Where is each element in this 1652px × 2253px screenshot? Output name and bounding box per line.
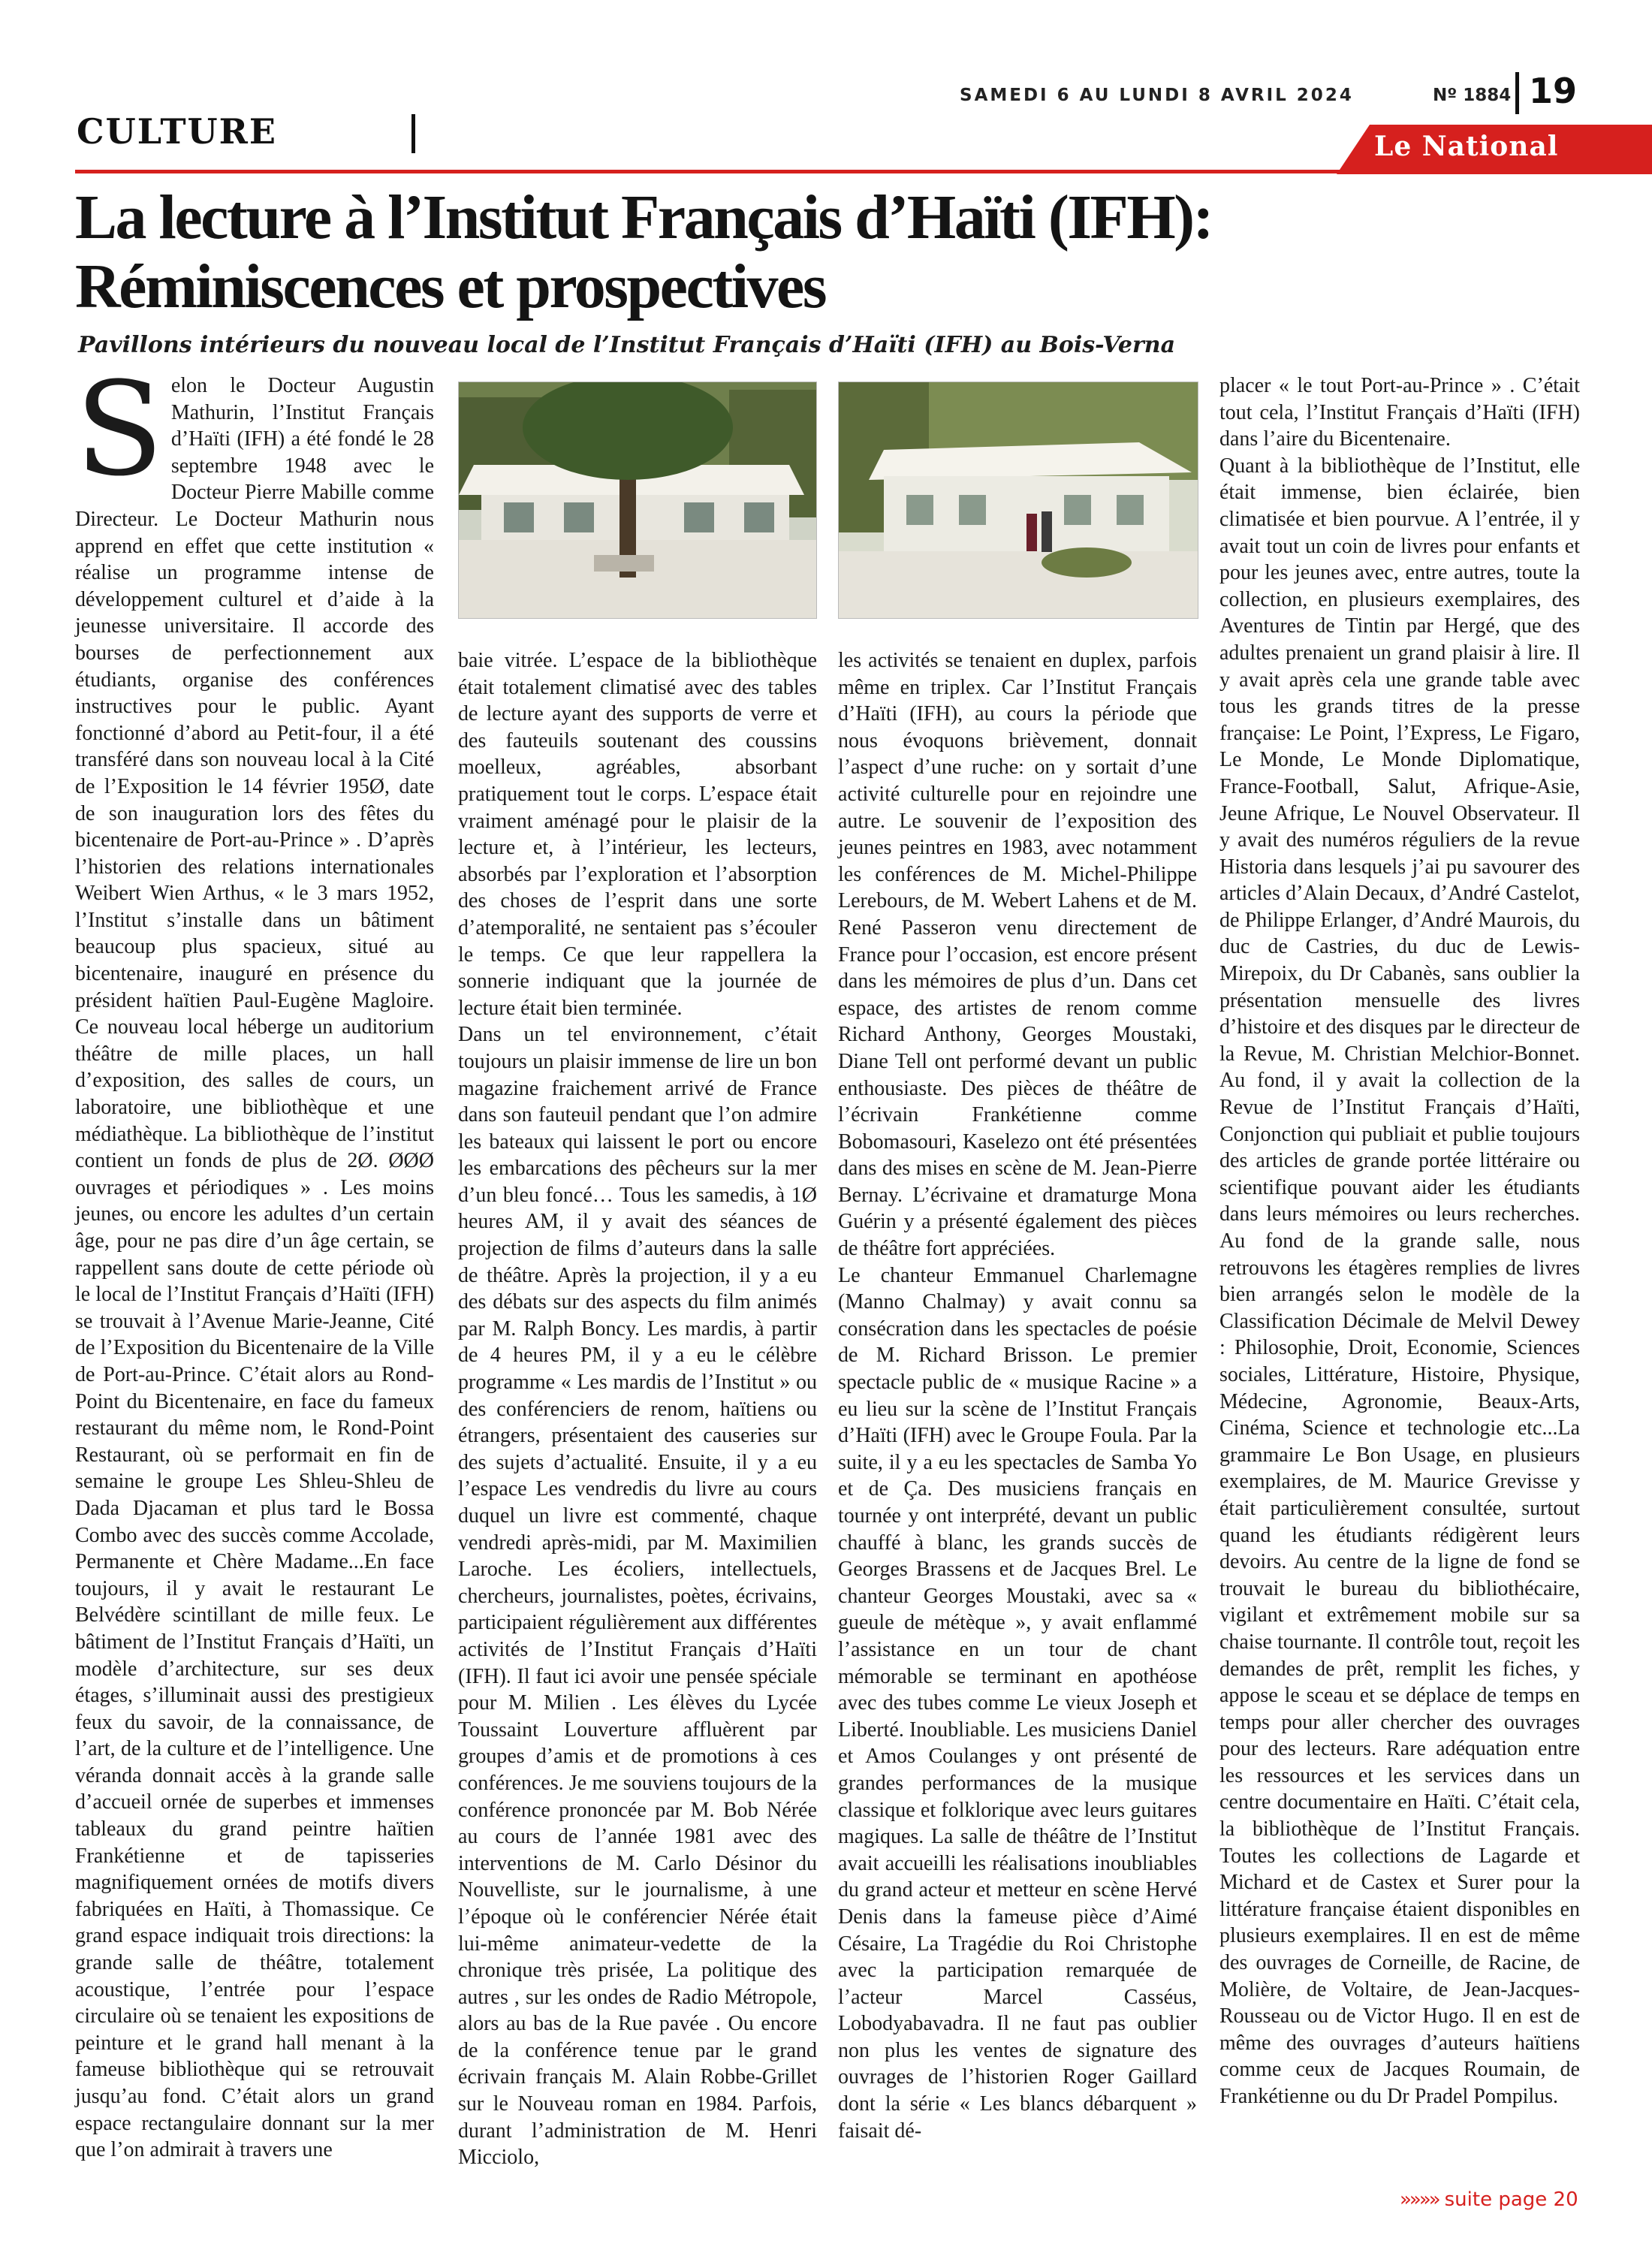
- paragraph: les activités se tenaient en duplex, parfois même en triplex. Car l’Institut Français d’Haïti (IFH), au cours la période que nous évoquons brièvement, donnait l’aspect d’une ruche: on y sortait d’une activité culturelle pour en rejoindre une autre. Le souvenir de l’exposition des jeunes peintres en 1983, avec notamment les conférences de M. Michel-Philippe Lerebours, de M. Webert Lahens et de M. René Passeron venu directement de France pour l’occasion, est encore présent dans les mémoires de plus d’un. Dans cet espace, des artistes de renom comme Richard Anthony, Georges Moustaki, Diane Tell ont performé devant un public enthousiaste. Des pièces de théâtre de l’écrivain Frankétienne comme Bobomasouri, Kaselezo ont été présentées dans des mises en scène de M. Jean-Pierre Bernay. L’écrivaine et dramaturge Mona Guérin y a présenté également des pièces de théâtre fort appréciées.: [838, 649, 1197, 1261]
- paragraph: Dans un tel environnement, c’était toujours un plaisir immense de lire un bon magazine fraichement arrivé de France dans son fauteuil pendant que l’on admire les bateaux qui laissent le port ou encore les embarcations des pêcheurs sur la mer d’un bleu foncé… Tous les samedis, à 1Ø heures AM, il y avait des séances de projection de films d’auteurs dans la salle de théâtre. Après la projection, il y a eu des débats sur des aspects du film animés par M. Ralph Boncy. Les mardis, à partir de 4 heures PM, il y a eu le célèbre programme « Les mardis de l’Institut » ou des conférenciers de renom, haïtiens ou étrangers, présentaient des causeries sur des sujets d’actualité. Ensuite, il y a eu l’espace Les vendredis du livre au cours duquel un livre est commenté, chaque vendredi après-midi, par M. Maximilien Laroche. Les écoliers, intellectuels, chercheurs, journalistes, poètes, écrivains, participaient régulièrement aux différentes activités de l’Institut Français d’Haïti (IFH). Il faut ici avoir une pensée spéciale pour M. Milien . Les élèves du Lycée Toussaint Louverture affluèrent par groupes d’amis et de promotions à ces conférences. Je me souviens toujours de la conférence prononcée par M. Bob Nérée au cours de l’année 1981 avec des interventions de M. Carlo Désinor du Nouvelliste, sur le journalisme, à une l’époque où le conférencier Nérée était lui-même animateur-vedette de la chronique très prisée, La politique des autres , sur les ondes de Radio Métropole, alors au bas de la Rue pavée . Ou encore de la conférence tenue par le grand écrivain français M. Alain Robbe-Grillet sur le Nouveau roman en 1984. Parfois, durant l’administration de M. Henri Micciolo,: [458, 1023, 817, 2170]
- paragraph: Le chanteur Emmanuel Charlemagne (Manno Chalmay) y avait connu sa consécration dans les spectacles de poésie de M. Richard Brisson. Le premier spectacle public de « musique Racine » a eu lieu sur la scène de l’Institut Français d’Haïti (IFH) avec le Groupe Foula. Par la suite, il y a eu les spectacles de Samba Yo et de Ça. Des musiciens français en tournée y ont interprété, devant un public chauffé à blanc, les grands succès de Georges Brassens et de Jacques Brel. Le chanteur Georges Moustaki, avec sa « gueule de métèque », y avait enflammé l’assistance en un tour de chant mémorable se terminant en apothéose avec des tubes comme Le vieux Joseph et Liberté. Inoubliable. Les musiciens Daniel et Amos Coulanges y ont présenté de grandes performances de la musique classique et folklorique avec leurs guitares magiques. La salle de théâtre de l’Institut avait accueilli les réalisations inoubliables du grand acteur et metteur en scène Hervé Denis dans la fameuse pièce d’Aimé Césaire, La Tragédie du Roi Christophe avec la participation remarquée de l’acteur Marcel Casséus, Lobodyabavadra. Il ne faut pas oublier non plus les ventes de signature des ouvrages de l’historien Roger Gaillard dont la série « Les blancs débarquent » faisait dé-: [838, 1263, 1197, 2143]
- header-rule: [75, 170, 1577, 173]
- section-divider: [411, 114, 415, 153]
- article-column-2: [458, 647, 817, 2171]
- paragraph: elon le Docteur Augustin Mathurin, l’Institut Français d’Haïti (IFH) a été fondé le 28 septembre 1948 avec le Docteur Pierre Mabille comme Directeur. Le Docteur Mathurin nous apprend en effet que cette institution « réalise un programme intense de développement culturel et d’aide à la jeunesse universitaire. Il accorde des bourses de perfectionnement aux étudiants, organise des conférences instructives pour le public. Ayant fonctionné d’abord au Petit-four, il a été transféré dans son nouveau local à la Cité de l’Exposition le 14 février 195Ø, date de son inauguration lors des fêtes du bicentenaire de Port-au-Prince » . D’après l’historien des relations internationales Weibert Wien Arthus, « le 3 mars 1952, l’Institut s’installe dans un bâtiment beaucoup plus spacieux, situé au bicentenaire, inauguré en présence du président haïtien Paul-Eugène Magloire. Ce nouveau local héberge un auditorium théâtre de mille places, un hall d’exposition, des salles de cours, un laboratoire, une bibliothèque et une médiathèque. La bibliothèque de l’institut contient un fonds de plus de 2Ø. ØØØ ouvrages et périodiques » . Les moins jeunes, ou encore les adultes d’un certain âge, pour ne pas dire d’un âge certain, se rappellent sans doute de cette période où le local de l’Institut Français d’Haïti (IFH) se trouvait à l’Avenue Marie-Jeanne, Cité de l’Exposition du Bicentenaire de la Ville de Port-au-Prince. C’était alors au Rond-Point du Bicentenaire, en face du fameux restaurant du même nom, le Rond-Point Restaurant, où se performait en fin de semaine le groupe Les Shleu-Shleu de Dada Djacaman et plus tard le Bossa Combo avec des succès comme Accolade, Permanente et Chère Madame...En face toujours, il y avait le restaurant Le Belvédère scintillant de mille feux. Le bâtiment de l’Institut Français d’Haïti, un modèle d’architecture, sur ses deux étages, s’illuminait aussi des prestigieux feux du savoir, de la connaissance, de l’art, de la culture et de l’intelligence. Une véranda donnait accès à la grande salle d’accueil ornée de superbes et immenses tableaux du grand peintre haïtien Frankétienne et de tapisseries magnifiquement ornées de motifs divers fabriquées en Haïti, à Thomassique. Ce grand espace indiquait trois directions: la grande salle de théâtre, totalement acoustique, l’entrée pour l’espace circulaire où se tenaient les expositions de peinture et le grand hall menant à la fameuse bibliothèque qui se retrouvait jusqu’au fond. C’était alors un grand espace rectangulaire donnant sur la mer que l’on admirait à travers une: [75, 374, 434, 2162]
- continued-label: suite page 20: [1444, 2188, 1578, 2211]
- continued-link[interactable]: [1400, 2188, 1578, 2211]
- issue-date: SAMEDI 6 AU LUNDI 8 AVRIL 2024: [960, 86, 1354, 105]
- article-subtitle: Pavillons intérieurs du nouveau local de l’Institut Français d’Haïti (IFH) au Bois-Verna: [78, 332, 1176, 358]
- article-column-3: [838, 647, 1197, 2144]
- article-column-1: [75, 354, 434, 2164]
- page-number: 19: [1529, 71, 1578, 111]
- publication-name: Le National: [1374, 131, 1559, 162]
- courtyard-photo-left: [458, 382, 817, 619]
- paragraph: Quant à la bibliothèque de l’Institut, elle était immense, bien éclairée, bien climatisée et bien pourvue. A l’entrée, il y avait tout un coin de livres pour enfants et pour les jeunes avec, entre autres, toute la collection, en plusieurs exemplaires, des Aventures de Tintin par Hergé, que des adultes prenaient un grand plaisir à lire. Il y avait après cela une grande table avec tous les grands titres de la presse française: Le Point, l’Express, Le Figaro, Le Monde, Le Monde Diplomatique, France-Football, Salut, Afrique-Asie, Jeune Afrique, Le Nouvel Observateur. Il y avait des numéros réguliers de la revue Historia dans lesquels j’ai pu savourer des articles d’Alain Decaux, d’André Castelot, de Philippe Erlanger, d’André Maurois, du duc de Castries, du duc de Lewis-Mirepoix, du Dr Cabanès, sans oublier la présentation mensuelle des livres d’histoire et des disques par le directeur de la Revue, M. Christian Melchior-Bonnet. Au fond, il y avait la collection de la Revue de l’Institut Français d’Haïti, Conjonction qui publiait et publie toujours des articles de grande portée littéraire ou scientifique pouvant aider les étudiants dans leurs mémoires ou leurs recherches. Au fond de la grande salle, nous retrouvons les étagères remplies de livres bien arrangés selon le modèle de la Classification Décimale de Melvil Dewey : Philosophie, Droit, Economie, Sciences sociales, Littérature, Histoire, Physique, Médecine, Agronomie, Beaux-Arts, Cinéma, Science et technologie etc...La grammaire Le Bon Usage, en plusieurs exemplaires, de M. Maurice Grevisse y était particulièrement consultée, surtout quand les étudiants rédigèrent leurs devoirs. Au centre de la ligne de fond se trouvait le bureau du bibliothécaire, vigilant et extrêmement mobile sur sa chaise tournante. Il contrôle tout, reçoit les demandes de prêt, remplit les fiches, y appose le sceau et se déplace de temps en temps pour aller chercher des ouvrages pour des lecteurs. Rare adéquation entre les ressources et les services dans un centre documentaire en Haïti. C’était cela, la bibliothèque de l’Institut Français. Toutes les collections de Lagarde et Michard et de Castex et Surer pour la littérature française étaient disponibles en plusieurs exemplaires. Il en est de même des ouvrages de Corneille, de Racine, de Molière, de Voltaire, de Jean-Jacques-Rousseau ou de Victor Hugo. Il en est de même des ouvrages d’auteurs haïtiens comme ceux de Jacques Roumain, de Frankétienne ou du Dr Pradel Pompilus.: [1219, 454, 1580, 2108]
- page-number-divider: [1515, 72, 1519, 114]
- drop-cap: S: [75, 354, 164, 505]
- article-column-4: [1219, 372, 1580, 2110]
- paragraph: placer « le tout Port-au-Prince » . C’était tout cela, l’Institut Français d’Haïti (IFH) dans l’aire du Bicentenaire.: [1219, 374, 1580, 451]
- continued-arrows: »»»»: [1400, 2188, 1439, 2211]
- article-title: La lecture à l’Institut Français d’Haïti (IFH): Réminiscences et prospectives: [75, 182, 1213, 321]
- paragraph: baie vitrée. L’espace de la bibliothèque était totalement climatisé avec des tables de lecture ayant des supports de verre et des fauteuils soutenant des coussins moelleux, agréables, absorbant pratiquement tout le corps. L’espace était vraiment aménagé pour le plaisir de la lecture et, à l’intérieur, les lecteurs, absorbés par l’exploration et l’absorption des choses de l’esprit dans une sorte d’atemporalité, ne sentaient pas s’écouler le temps. Ce que leur rappellera la sonnerie indiquant que la journée de lecture était bien terminée.: [458, 649, 817, 1020]
- issue-number: Nº 1884: [1433, 86, 1512, 105]
- section-label: CULTURE: [77, 111, 277, 152]
- courtyard-photo-right: [838, 382, 1198, 619]
